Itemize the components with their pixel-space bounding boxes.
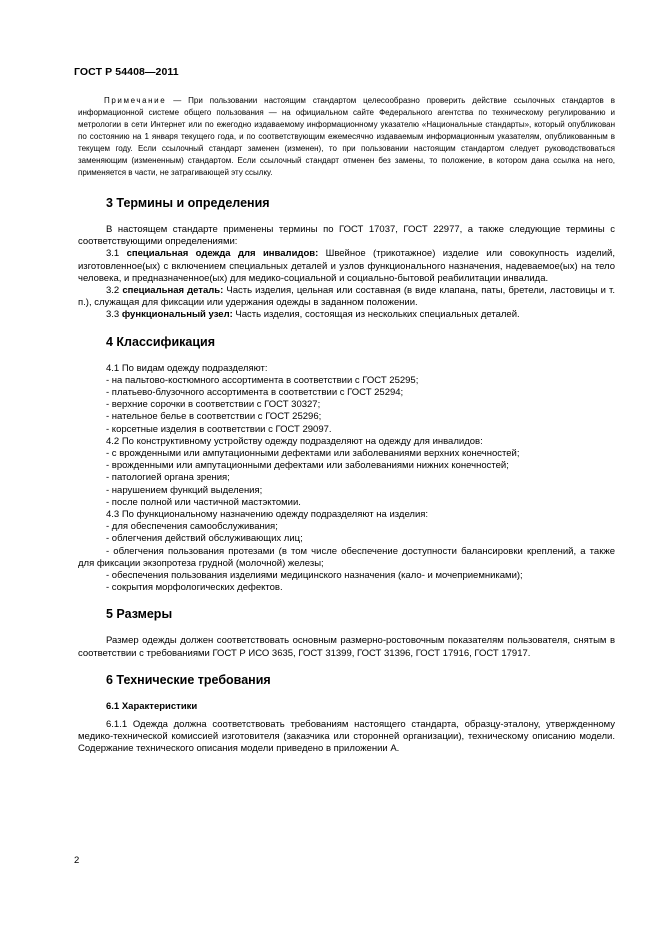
clause-6-1-1: 6.1.1 Одежда должна соответствовать требованиям настоящего стандарта, образцу-эталону, утвержденному медико-технической комиссией изготовителя (заказчика или сторонней организации), техническому описанию модели. Содержание технического описания модели приведено в приложении А. (78, 718, 615, 755)
spacer (78, 660, 615, 672)
term-3-2-definition: Часть изделия, цельная или составная (в виде клапана, паты, бретели, ластовицы и т. п.), служащая для фиксации или удержания одежды в заданном положении. (78, 285, 615, 309)
list-item: - патологией органа зрения; (106, 472, 230, 484)
note-label: Примечание (104, 96, 167, 105)
term-3-1-number: 3.1 (106, 248, 127, 260)
page-number: 2 (74, 855, 80, 866)
term-3-1 (78, 248, 615, 285)
list-item: - облегчения действий обслуживающих лиц; (106, 533, 303, 545)
list-item: - врожденными или ампутационными дефектами или заболеваниями нижних конечностей; (106, 460, 509, 472)
term-3-3 (78, 309, 615, 321)
clause-4-1: 4.1 По видам одежду подразделяют: (106, 362, 268, 374)
list-item: - облегчения пользования протезами (в том числе обеспечение доступности балансировки креплений, а также для фиксации экзопротеза грудной (молочной) железы; (78, 545, 615, 569)
list-item: - обеспечения пользования изделиями медицинского назначения (кало- и мочеприемниками); (106, 570, 523, 582)
term-3-3-definition: Часть изделия, состоящая из нескольких специальных деталей. (232, 309, 520, 321)
document-body (78, 95, 615, 756)
term-3-3-term: функциональный узел: (121, 309, 233, 321)
list-item: - нательное белье в соответствии с ГОСТ 25296; (106, 411, 322, 423)
list-item: - платьево-блузочного ассортимента в соответствии с ГОСТ 25294; (106, 387, 404, 399)
list-item: - с врожденными или ампутационными дефектами или заболеваниями верхних конечностей; (106, 448, 520, 460)
spacer (78, 322, 615, 334)
section-5-heading: 5 Размеры (106, 607, 173, 622)
section-6-heading: 6 Технические требования (106, 672, 271, 687)
list-item: - сокрытия морфологических дефектов. (106, 582, 283, 594)
term-3-1-definition: Швейное (трикотажное) изделие или совокупность изделий, изготовленное(ых) с включением специальных деталей и узлов функционального назначения, надеваемое(ых) на тело человека, и предназначенное(ых) для медико-социальной и социально-бытовой реабилитации инвалида. (78, 248, 615, 284)
document-header: ГОСТ Р 54408—2011 (74, 66, 179, 78)
list-item: - после полной или частичной мастэктомии. (106, 496, 301, 508)
list-item: - нарушением функций выделения; (106, 484, 263, 496)
clause-4-2: 4.2 По конструктивному устройству одежду подразделяют на одежду для инвалидов: (106, 435, 483, 447)
list-item: - корсетные изделия в соответствии с ГОСТ 29097. (106, 423, 332, 435)
note-text: — При пользовании настоящим стандартом целесообразно проверить действие ссылочных стандартов в информационной системе общего пользования — на официальном сайте Федерального агентства по техническому регулированию и метрологии в сети Интернет или по ежегодно издаваемому информационному указателю «Национальные стандарты», который опубликован по состоянию на 1 января текущего года, и по соответствующим ежемесячно издаваемым информационным указателям, опубликованным в текущем году. Если ссылочный стандарт заменен (изменен), то при пользовании настоящим стандартом следует руководствоваться заменяющим (измененным) стандартом. Если ссылочный стандарт отменен без замены, то положение, в котором дана ссылка на него, применяется в части, не затрагивающей эту ссылку. (78, 96, 615, 177)
section-3-intro: В настоящем стандарте применены термины по ГОСТ 17037, ГОСТ 22977, а также следующие термины с соответствующими определениями: (78, 224, 615, 248)
section-5-text: Размер одежды должен соответствовать основным размерно-ростовочным показателям пользователя, снятым в соответствии с требованиями ГОСТ Р ИСО 3635, ГОСТ 31399, ГОСТ 31396, ГОСТ 17916, ГОСТ 17917. (78, 635, 615, 659)
clause-4-3: 4.3 По функциональному назначению одежду подразделяют на изделия: (106, 509, 429, 521)
note-paragraph (78, 95, 615, 179)
term-3-2-number: 3.2 (106, 285, 123, 297)
term-3-1-term: специальная одежда для инвалидов: (126, 248, 319, 260)
section-4-heading: 4 Классификация (106, 334, 216, 349)
subsection-6-1-heading: 6.1 Характеристики (106, 700, 198, 712)
term-3-2 (78, 285, 615, 309)
term-3-3-number: 3.3 (106, 309, 122, 321)
term-3-2-term: специальная деталь: (122, 285, 224, 297)
list-item: - на пальтово-костюмного ассортимента в соответствии с ГОСТ 25295; (106, 374, 419, 386)
list-item: - для обеспечения самообслуживания; (106, 521, 278, 533)
section-3-heading: 3 Термины и определения (106, 196, 270, 210)
list-item: - верхние сорочки в соответствии с ГОСТ 30327; (106, 399, 321, 411)
spacer (78, 594, 615, 606)
